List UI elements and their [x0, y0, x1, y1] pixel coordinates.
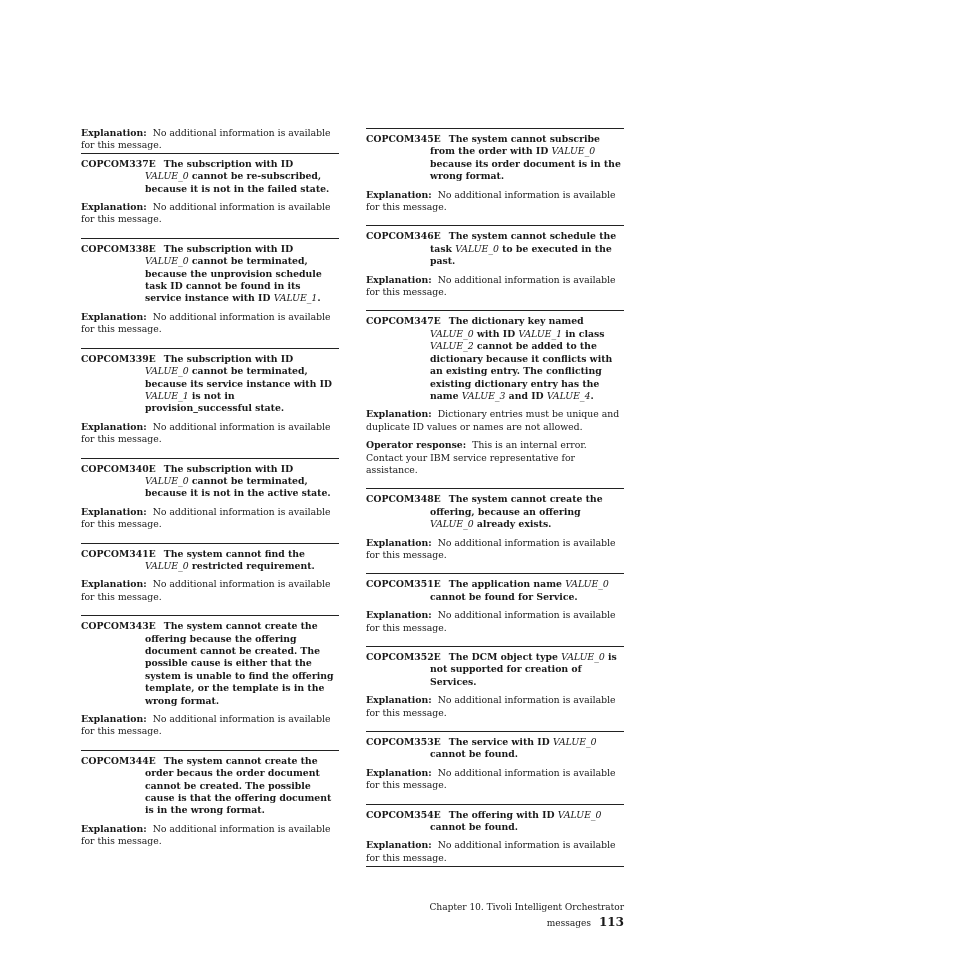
- message-text: cannot be found for Service.: [430, 591, 578, 603]
- message-text: The subscription with ID: [163, 463, 294, 475]
- variable-placeholder: VALUE_0: [557, 809, 602, 821]
- explanation-text: No additional information is available for this message.: [366, 695, 616, 719]
- message-text: cannot be terminated, because it is not in the active state.: [145, 475, 331, 500]
- message-explanation: [366, 409, 624, 434]
- right-message-list: [366, 128, 624, 865]
- explanation-label: Explanation:: [366, 274, 432, 286]
- end-rule: [366, 866, 624, 867]
- message-explanation: [366, 840, 624, 865]
- variable-placeholder: VALUE_0: [145, 475, 189, 487]
- message-text: The system cannot schedule the task: [430, 231, 617, 255]
- message-text: in class: [562, 328, 605, 340]
- explanation-label: Explanation:: [366, 610, 432, 622]
- message-explanation: [366, 695, 624, 720]
- message-text: The subscription with ID: [163, 243, 294, 255]
- variable-placeholder: VALUE_0: [145, 560, 189, 572]
- explanation-label: Explanation:: [366, 537, 432, 549]
- message-text: .: [317, 293, 321, 305]
- message-code: COPCOM344E: [81, 755, 156, 767]
- variable-placeholder: VALUE_1: [518, 328, 563, 340]
- message-code: COPCOM353E: [366, 737, 441, 749]
- variable-placeholder: VALUE_4: [546, 390, 591, 402]
- message-explanation: [366, 610, 624, 635]
- message-heading: [81, 244, 339, 306]
- message-entry: [81, 153, 339, 227]
- message-entry: [366, 488, 624, 562]
- message-text: The system cannot subscribe from the order with ID: [430, 134, 600, 158]
- variable-placeholder: VALUE_0: [561, 652, 605, 663]
- explanation-text: No additional information is available for this message.: [366, 767, 616, 792]
- message-text: The system cannot create the order becaus the order document cannot be created. The possible cause is that the offering document is in the wrong format.: [145, 755, 332, 817]
- message-text: already exists.: [473, 519, 552, 531]
- page-footer: [366, 901, 624, 931]
- message-text: and ID: [505, 390, 547, 402]
- explanation-label: Explanation:: [366, 840, 432, 852]
- message-text: .: [590, 390, 594, 402]
- message-text: The dictionary key named: [448, 316, 584, 328]
- message-code: COPCOM347E: [366, 316, 441, 328]
- explanation-text: No additional information is available for this message.: [366, 189, 616, 214]
- message-text: is not in provision_successful state.: [145, 390, 285, 415]
- message-text: The system cannot create the offering because the offering document cannot be created. The possible cause is either that the system is unable to find the offering template, or the template is in the wrong format.: [145, 621, 334, 707]
- variable-placeholder: VALUE_0: [430, 519, 474, 531]
- variable-placeholder: VALUE_0: [455, 243, 499, 255]
- explanation-text: No additional information is available for this message.: [81, 579, 331, 603]
- explanation-label: Explanation:: [81, 421, 147, 433]
- explanation-text: Dictionary entries must be unique and duplicate ID values or names are not allowed.: [366, 409, 620, 433]
- variable-placeholder: VALUE_1: [273, 293, 318, 305]
- explanation-label: Explanation:: [81, 202, 147, 214]
- message-heading: [366, 316, 624, 403]
- explanation-text: No additional information is available for this message.: [81, 714, 331, 738]
- message-entry: [81, 348, 339, 447]
- message-entry: [366, 804, 624, 866]
- message-text: with ID: [473, 328, 519, 340]
- message-entry: [366, 731, 624, 793]
- explanation-text: No additional information is available for this message.: [81, 421, 331, 446]
- message-heading: [81, 159, 339, 196]
- message-code: COPCOM351E: [366, 579, 441, 591]
- message-text: restricted requirement.: [188, 560, 315, 572]
- explanation-text: No additional information is available for this message.: [81, 311, 331, 336]
- message-code: COPCOM352E: [366, 652, 441, 663]
- explanation-label: Explanation:: [81, 823, 147, 835]
- message-code: COPCOM341E: [81, 548, 156, 560]
- message-code: COPCOM354E: [366, 809, 441, 821]
- variable-placeholder: VALUE_0: [565, 579, 609, 591]
- message-text: The offering with ID: [448, 809, 558, 821]
- message-code: COPCOM343E: [81, 621, 156, 633]
- message-heading: [366, 737, 624, 762]
- message-heading: [81, 354, 339, 416]
- explanation-text: No additional information is available for this message.: [366, 840, 616, 864]
- left-column: [81, 128, 339, 849]
- message-text: cannot be added to the dictionary because it conflicts with an existing entry. The conflicting existing dictionary entry has the name: [430, 341, 613, 402]
- lead-explanation-label: Explanation:: [81, 128, 147, 139]
- message-explanation: [81, 579, 339, 604]
- message-code: COPCOM339E: [81, 353, 156, 365]
- message-code: COPCOM337E: [81, 158, 156, 170]
- message-heading: [366, 134, 624, 184]
- variable-placeholder: VALUE_3: [461, 390, 506, 402]
- message-explanation: [81, 714, 339, 739]
- message-explanation: [81, 824, 339, 849]
- message-text: to be executed in the past.: [430, 243, 612, 268]
- message-heading: [366, 579, 624, 604]
- message-text: The subscription with ID: [163, 353, 294, 365]
- message-code: COPCOM346E: [366, 231, 441, 243]
- lead-explanation-text: No additional information is available for this message.: [81, 128, 331, 152]
- message-text: The system cannot create the offering, because an offering: [430, 494, 603, 518]
- message-entry: [81, 750, 339, 849]
- message-text: cannot be re-subscribed, because it is not in the failed state.: [145, 171, 330, 195]
- message-entry: [81, 458, 339, 532]
- variable-placeholder: VALUE_0: [145, 366, 189, 378]
- explanation-label: Explanation:: [366, 189, 432, 201]
- variable-placeholder: VALUE_0: [145, 256, 189, 268]
- message-text: cannot be found.: [430, 749, 519, 761]
- explanation-label: Explanation:: [81, 506, 147, 518]
- message-explanation: [366, 768, 624, 793]
- explanation-label: Explanation:: [366, 767, 432, 779]
- explanation-text: No additional information is available for this message.: [366, 610, 616, 634]
- message-entry: [366, 225, 624, 299]
- message-code: COPCOM338E: [81, 243, 156, 255]
- explanation-label: Explanation:: [81, 714, 147, 726]
- explanation-text: No additional information is available for this message.: [366, 537, 616, 561]
- message-heading: [366, 810, 624, 835]
- explanation-label: Explanation:: [366, 409, 432, 421]
- message-entry: [366, 573, 624, 635]
- message-code: COPCOM345E: [366, 134, 441, 145]
- message-code: COPCOM348E: [366, 494, 441, 506]
- explanation-text: No additional information is available for this message.: [366, 274, 616, 299]
- message-text: is not supported for creation of Services.: [430, 652, 617, 688]
- message-text: The application name: [448, 579, 566, 591]
- explanation-label: Operator response:: [366, 440, 467, 452]
- left-message-list: [81, 153, 339, 849]
- variable-placeholder: VALUE_0: [430, 328, 474, 340]
- message-text: The DCM object type: [448, 652, 562, 663]
- message-explanation: [366, 275, 624, 300]
- page-number: 113: [598, 915, 624, 929]
- message-heading: [81, 756, 339, 818]
- footer-chapter: Chapter 10. Tivoli Intelligent Orchestrator messages: [429, 903, 624, 929]
- variable-placeholder: VALUE_0: [552, 737, 597, 749]
- message-code: COPCOM340E: [81, 463, 156, 475]
- message-entry: [366, 310, 624, 477]
- message-entry: [81, 543, 339, 605]
- message-heading: [81, 464, 339, 501]
- message-entry: [81, 238, 339, 337]
- message-explanation: [81, 202, 339, 227]
- variable-placeholder: VALUE_0: [145, 171, 189, 183]
- message-text: The service with ID: [448, 737, 553, 749]
- message-text: cannot be found.: [430, 822, 519, 834]
- message-heading: [366, 652, 624, 689]
- message-heading: [81, 549, 339, 574]
- explanation-label: Explanation:: [81, 311, 147, 323]
- variable-placeholder: VALUE_2: [430, 341, 474, 353]
- variable-placeholder: VALUE_1: [145, 390, 189, 402]
- message-explanation: [366, 440, 624, 477]
- message-explanation: [81, 422, 339, 447]
- message-explanation: [81, 507, 339, 532]
- message-heading: [366, 494, 624, 531]
- message-text: The subscription with ID: [163, 158, 294, 170]
- message-text: cannot be terminated, because the unprovision schedule task ID cannot be found in its service instance with ID: [145, 256, 322, 305]
- explanation-text: This is an internal error. Contact your IBM service representative for assistance.: [366, 440, 587, 476]
- explanation-text: No additional information is available for this message.: [81, 823, 331, 848]
- right-column: [366, 128, 624, 865]
- message-entry: [81, 615, 339, 739]
- lead-explanation: [81, 128, 339, 153]
- message-text: because its order document is in the wrong format.: [430, 158, 621, 183]
- message-heading: [81, 621, 339, 708]
- message-text: cannot be terminated, because its service instance with ID: [145, 366, 332, 390]
- explanation-text: No additional information is available for this message.: [81, 202, 331, 226]
- variable-placeholder: VALUE_0: [551, 146, 596, 158]
- message-text: The system cannot find the: [163, 548, 305, 560]
- message-explanation: [366, 190, 624, 215]
- explanation-text: No additional information is available for this message.: [81, 506, 331, 531]
- message-entry: [366, 128, 624, 214]
- explanation-label: Explanation:: [366, 695, 432, 707]
- message-explanation: [366, 538, 624, 563]
- explanation-label: Explanation:: [81, 579, 147, 591]
- message-entry: [366, 646, 624, 720]
- message-explanation: [81, 312, 339, 337]
- message-heading: [366, 231, 624, 268]
